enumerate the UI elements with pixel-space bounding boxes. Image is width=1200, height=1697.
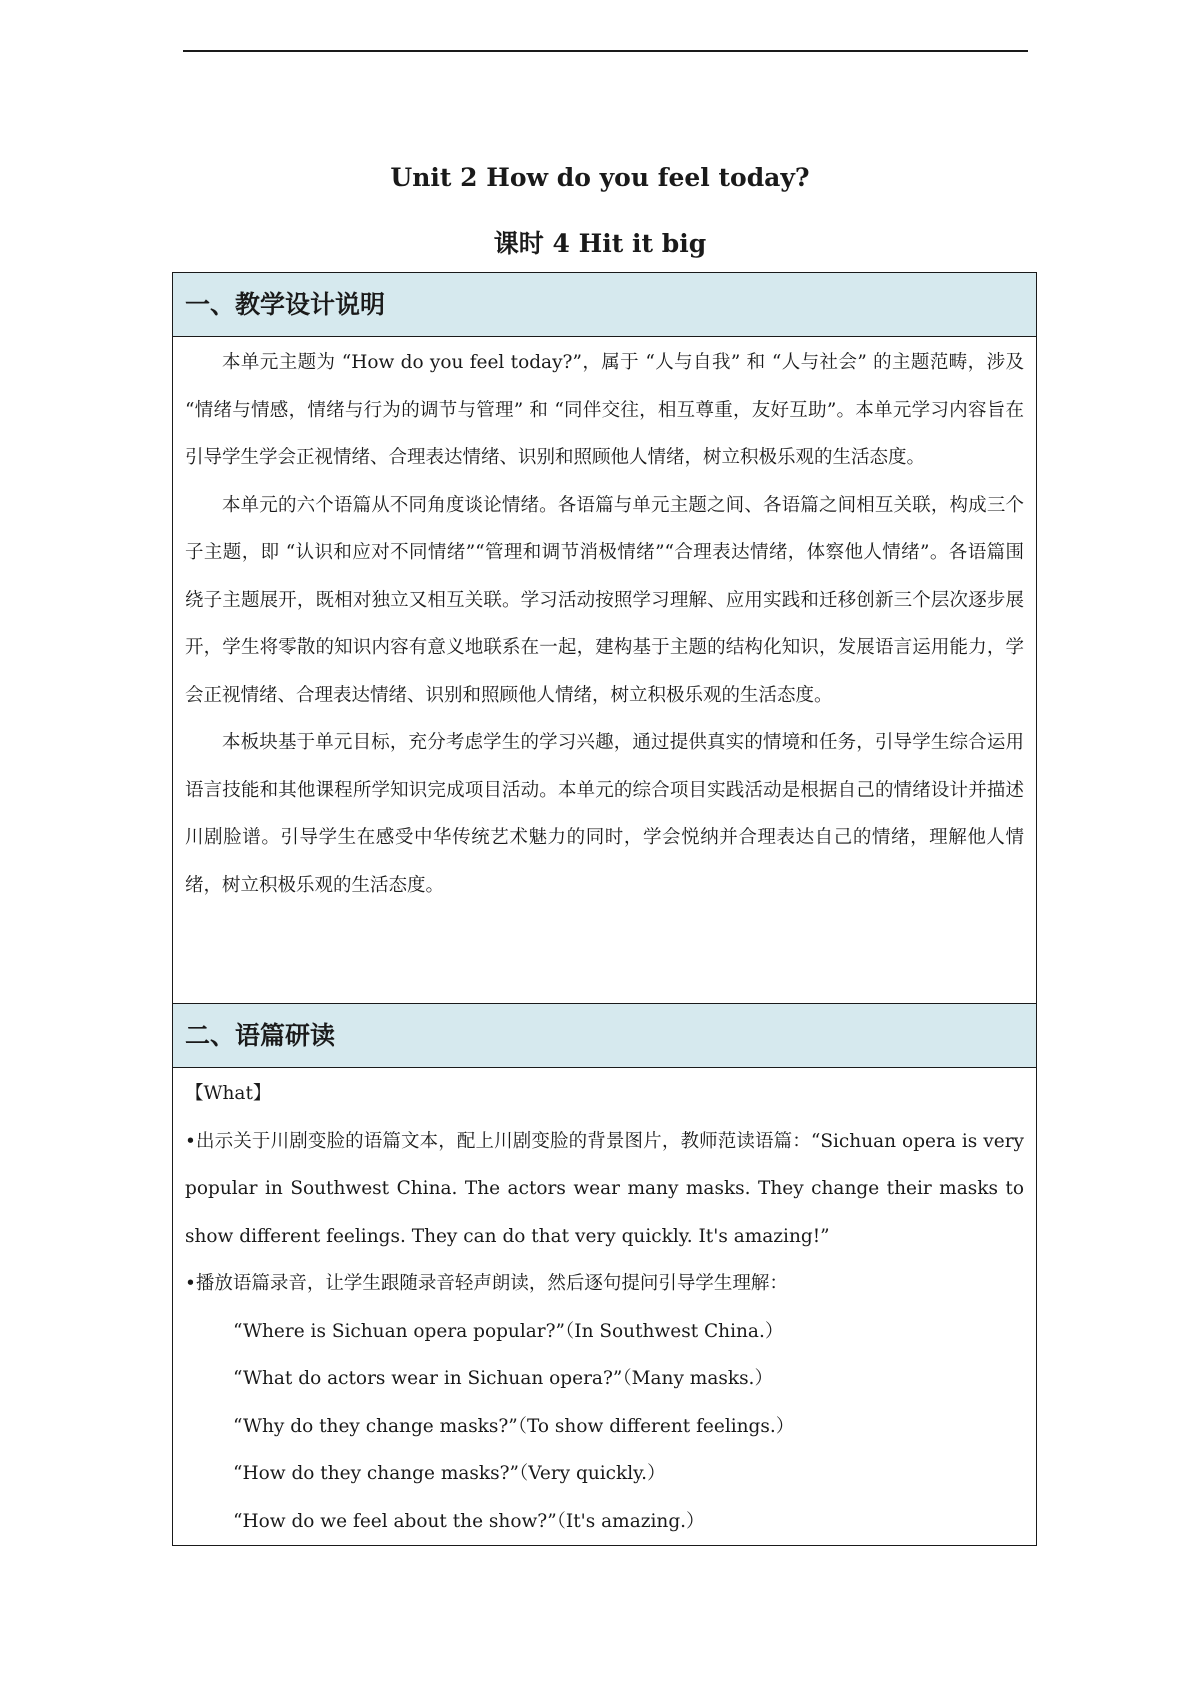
section-body-text-study [173, 1068, 1036, 1545]
question-item: “How do they change masks?”（Very quickly.） [233, 1463, 666, 1484]
section-body-design-notes [173, 337, 1036, 1004]
section-heading-text-study: 二、语篇研读 [173, 1004, 1036, 1068]
question-item: “Where is Sichuan opera popular?”（In Southwest China.） [233, 1320, 784, 1342]
header-rule [183, 50, 1028, 52]
what-label: 【What】 [185, 1083, 272, 1104]
bullet-item: •出示关于川剧变脸的语篇文本，配上川剧变脸的背景图片，教师范读语篇：“Sichuan opera is very popular in Southwest China. The actors wear many masks. They change their masks to show different feelings. They can do that very quickly. It's amazing!” [185, 1130, 1024, 1247]
bullet-item: •播放语篇录音，让学生跟随录音轻声朗读，然后逐句提问引导学生理解： [185, 1273, 788, 1294]
lesson-plan-table [172, 272, 1037, 1546]
section-heading-design-notes: 一、教学设计说明 [173, 273, 1036, 337]
lesson-subtitle: 课时 4 Hit it big [493, 229, 707, 258]
document-title: Unit 2 How do you feel today? [390, 163, 810, 192]
question-item: “What do actors wear in Sichuan opera?”（Many masks.） [233, 1368, 773, 1389]
paragraph: 本单元主题为 “How do you feel today?”，属于 “人与自我” 和 “人与社会” 的主题范畴，涉及 “情绪与情感，情绪与行为的调节与管理” 和 “同伴交往，相互尊重，友好互助”。本单元学习内容旨在引导学生学会正视情绪、合理表达情绪、识别和照顾他人情绪，树立积极乐观的生活态度。 [185, 352, 1024, 468]
paragraph: 本板块基于单元目标，充分考虑学生的学习兴趣，通过提供真实的情境和任务，引导学生综合运用语言技能和其他课程所学知识完成项目活动。本单元的综合项目实践活动是根据自己的情绪设计并描述川剧脸谱。引导学生在感受中华传统艺术魅力的同时，学会悦纳并合理表达自己的情绪，理解他人情绪，树立积极乐观的生活态度。 [185, 732, 1024, 896]
question-item: “Why do they change masks?”（To show different feelings.） [233, 1415, 795, 1437]
paragraph: 本单元的六个语篇从不同角度谈论情绪。各语篇与单元主题之间、各语篇之间相互关联，构成三个子主题，即 “认识和应对不同情绪”“管理和调节消极情绪”“合理表达情绪，体察他人情绪”。各语篇围绕子主题展开，既相对独立又相互关联。学习活动按照学习理解、应用实践和迁移创新三个层次逐步展开，学生将零散的知识内容有意义地联系在一起，建构基于主题的结构化知识，发展语言运用能力，学会正视情绪、合理表达情绪、识别和照顾他人情绪，树立积极乐观的生活态度。 [185, 494, 1024, 706]
question-item: “How do we feel about the show?”（It's amazing.） [233, 1510, 705, 1532]
